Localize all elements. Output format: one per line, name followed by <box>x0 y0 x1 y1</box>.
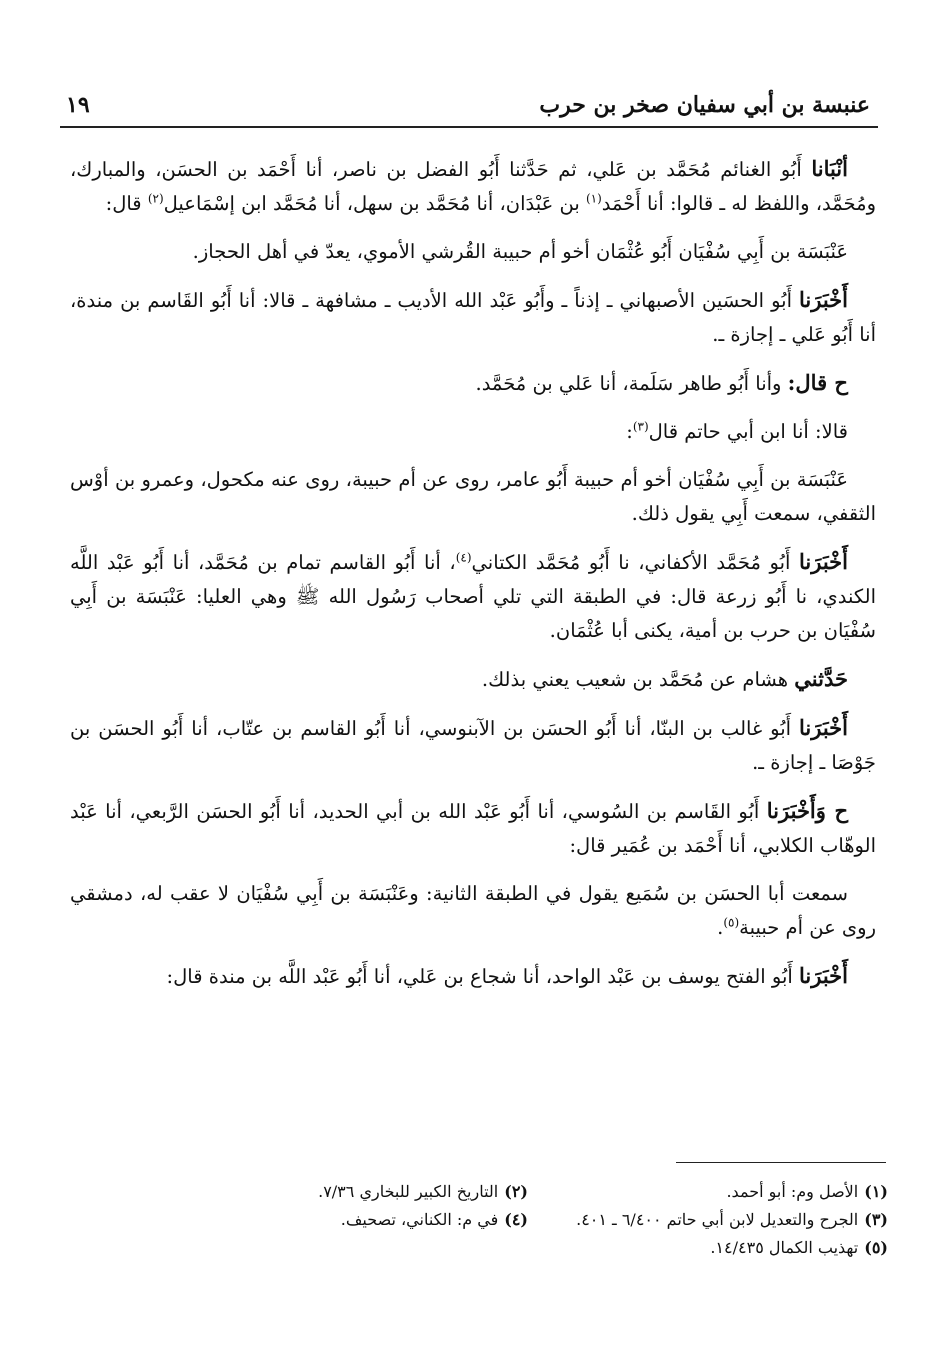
main-text <box>70 152 876 1008</box>
paragraph-text: هشام عن مُحَمَّد بن شعيب يعني بذلك. <box>481 668 795 691</box>
paragraph-lead: ح وَأَخْبَرَنا <box>766 798 848 823</box>
paragraph-text: : <box>626 420 633 443</box>
paragraph-text: عَنْبَسَة بن أَبِي سُفْيَان أخو أم حبيبة أَبُو عامر، روى عن أم حبيبة، روى عنه مكحول، وعمرو بن أوْس الثقفي، سمعت أَبِي يقول ذلك. <box>70 468 876 525</box>
footnote-ref-1[interactable]: (١) <box>585 191 602 206</box>
footnote-text: تهذيب الكمال ١٤/٤٣٥. <box>710 1238 859 1257</box>
footnote-mark: (٣) <box>864 1210 888 1229</box>
footnote-text: الجرح والتعديل لابن أبي حاتم ٦/٤٠٠ ـ ٤٠١. <box>576 1210 859 1229</box>
paragraph-12 <box>70 959 876 994</box>
footnote-5 <box>528 1234 888 1262</box>
footnote-text: الأصل وم: أبو أحمد. <box>726 1182 859 1201</box>
paragraph-text: أَبُو غالب بن البنّا، أنا أَبُو الحسَن بن الآبنوسي، أنا أَبُو القاسم بن عتّاب، أنا أَبُو الحسَن بن جَوْصَا ـ إجازة ـ. <box>70 717 876 774</box>
paragraph-10 <box>70 794 876 863</box>
paragraph-7 <box>70 545 876 648</box>
paragraph-text: أَبُو القَاسم بن السُوسي، أنا أَبُو عَبْد الله بن أبي الحديد، أنا أَبُو الحسَن الرَّبعي، أنا عَبْد الوهّاب الكلابي، أنا أَحْمَد بن عُمَير قال: <box>70 800 876 857</box>
paragraph-text: عَنْبَسَة بن أَبِي سُفْيَان أَبُو عُثْمَان أخو أم حبيبة القُرشي الأموي، يعدّ في أهل الحجاز. <box>192 240 848 263</box>
footnote-3 <box>528 1206 888 1234</box>
paragraph-8 <box>70 662 876 697</box>
footnote-ref-4[interactable]: (٤) <box>455 550 472 565</box>
paragraph-lead: أَخْبَرَنا <box>799 287 848 312</box>
footnote-ref-5[interactable]: (٥) <box>723 915 740 930</box>
footnote-ref-3[interactable]: (٣) <box>632 419 649 434</box>
page-number: ١٩ <box>66 92 90 118</box>
paragraph-lead: أنْبَانا <box>811 156 848 181</box>
footnote-row <box>60 1178 888 1206</box>
paragraph-2 <box>70 235 876 269</box>
paragraph-9 <box>70 711 876 780</box>
paragraph-5 <box>70 415 876 449</box>
footnote-text: التاريخ الكبير للبخاري ٧/٣٦. <box>318 1182 499 1201</box>
paragraph-lead: أَخْبَرَنا <box>799 549 848 574</box>
footnote-mark: (٤) <box>504 1210 528 1229</box>
footnote-mark: (١) <box>864 1182 888 1201</box>
footnote-row <box>60 1234 888 1262</box>
paragraph-text: قال: <box>105 192 148 215</box>
paragraph-3 <box>70 283 876 352</box>
paragraph-lead: حَدَّثني <box>794 666 848 691</box>
paragraph-text: أَبُو الحسَين الأصبهاني ـ إذناً ـ وأَبُو عَبْد الله الأديب ـ مشافهة ـ قالا: أنا أَبُو القَاسم بن مندة، أنا أَبُو عَلي ـ إجازة ـ. <box>70 289 876 346</box>
footnote-rule <box>676 1162 886 1163</box>
paragraph-text: أَبُو مُحَمَّد الأكفاني، نا أَبُو مُحَمَّد الكتاني <box>471 551 799 574</box>
paragraph-text: أَبُو الفتح يوسف بن عَبْد الواحد، أنا شجاع بن عَلي، أنا أَبُو عَبْد اللَّه بن مندة قال: <box>166 965 800 988</box>
paragraph-text: بن عَبْدَان، أنا مُحَمَّد بن سهل، أنا مُحَمَّد ابن إسْمَاعيل <box>163 192 586 215</box>
paragraph-text: قالا: أنا ابن أبي حاتم قال <box>648 420 848 443</box>
footnote-row <box>60 1206 888 1234</box>
paragraph-text: أَبُو الغنائم مُحَمَّد بن عَلي، ثم حَدَّثنا أَبُو الفضل بن ناصر، أنا أَحْمَد بن الحسَن، والمبارك، ومُحَمَّد، واللفظ له ـ قالوا: أنا أَحْمَد <box>70 158 876 215</box>
paragraph-6 <box>70 463 876 531</box>
header-title: عنبسة بن أبي سفيان صخر بن حرب <box>539 92 870 118</box>
footnote-ref-2[interactable]: (٢) <box>147 191 164 206</box>
paragraph-text: . <box>717 916 724 939</box>
footnote-1 <box>528 1178 888 1206</box>
paragraph-text: ، أنا أَبُو القاسم تمام بن مُحَمَّد، أنا أَبُو عَبْد اللَّه الكندي، نا أَبُو زرعة قال: في الطبقة التي تلي أصحاب رَسُول الله ﷺ وهي العليا: عَنْبَسَة بن أَبِي سُفْيَان بن حرب بن أمية، يكنى أبا عُثْمَان. <box>70 551 876 642</box>
paragraph-lead: أَخْبَرَنا <box>799 963 848 988</box>
footnote-2 <box>298 1178 528 1206</box>
paragraph-text: وأنا أَبُو طاهر سَلَمة، أنا عَلي بن مُحَمَّد. <box>475 372 788 395</box>
footnote-text: في م: الكناني، تصحيف. <box>340 1210 499 1229</box>
paragraph-text: سمعت أبا الحسَن بن سُمَيع يقول في الطبقة الثانية: وعَنْبَسَة بن أَبِي سُفْيَان لا عقب له، دمشقي روى عن أم حبيبة <box>70 882 876 939</box>
running-header <box>60 92 878 132</box>
footnote-mark: (٢) <box>504 1182 528 1201</box>
footnotes <box>60 1178 888 1262</box>
footnote-4 <box>298 1206 528 1234</box>
paragraph-11 <box>70 877 876 945</box>
footnote-mark: (٥) <box>864 1238 888 1257</box>
paragraph-lead: ح قال: <box>787 370 848 395</box>
paragraph-1 <box>70 152 876 221</box>
paragraph-lead: أَخْبَرَنا <box>799 715 848 740</box>
header-rule <box>60 126 878 128</box>
paragraph-4 <box>70 366 876 401</box>
